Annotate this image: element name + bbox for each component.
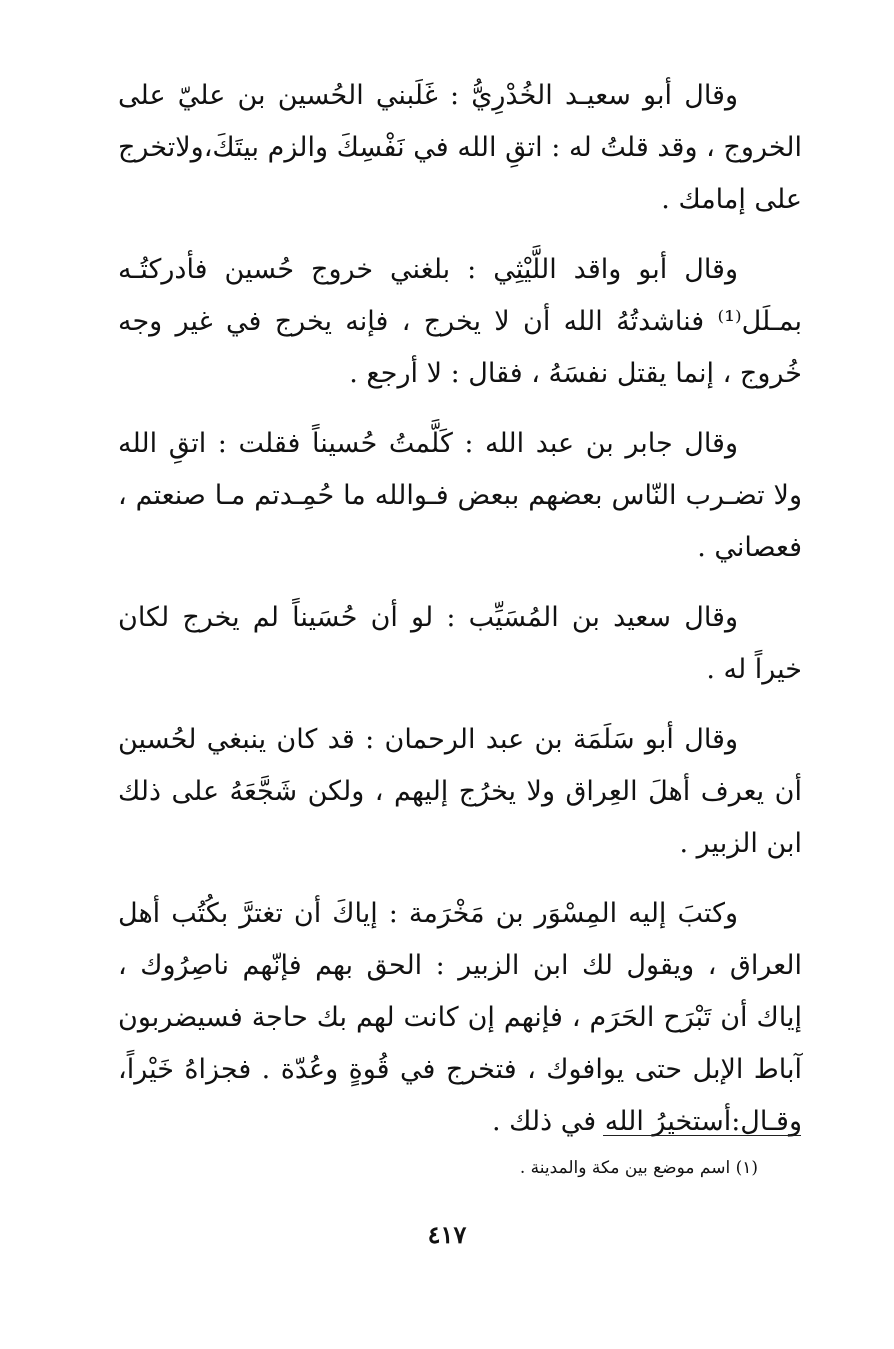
footnote-divider [603,1135,801,1136]
footnote: (١) اسم موضع بين مكة والمدينة . [519,1158,758,1178]
main-text [118,70,802,1166]
paragraph-abu-said: وقال أبو سعيـد الخُدْرِيُّ : غَلَبني الحُسين بن عليّ على الخروج ، وقد قلتُ له : اتقِ الله في نَفْسِكَ والزم بيتَكَ،ولاتخرج على إمامك . [118,80,802,215]
paragraph-miswar: وكتبَ إليه المِسْوَر بن مَخْرَمة : إياكَ أن تغترَّ بكُتُب أهل العراق ، ويقول لك ابن الزبير : الحق بهم فإنّهم ناصِرُوك ، إياك أن تَبْرَح الحَرَم ، فإنهم إن كانت لهم بك حاجة فسيضربون آباط الإبل حتى يوافوك ، فتخرج في قُوةٍ وعُدّة . فجزاهُ خَيْراً، وقـال:أستخيرُ الله في ذلك . [118,898,802,1137]
paragraph-abu-salama: وقال أبو سَلَمَة بن عبد الرحمان : قد كان ينبغي لحُسين أن يعرف أهلَ العِراق ولا يخرُج إليهم ، ولكن شَجَّعَهُ على ذلك ابن الزبير . [118,724,802,859]
paragraph-jabir: وقال جابر بن عبد الله : كَلَّمتُ حُسيناً فقلت : اتقِ الله ولا تضـرب النّاس بعضهم ببعض فـوالله ما حُمِـدتم مـا صنعتم ، فعصاني . [118,428,802,563]
paragraph-abu-waqid: وقال أبو واقد اللَّيْثِي : بلغني خروج حُسين فأدركتُـه بمـلَل⁽¹⁾ فناشدتُهُ الله أن لا يخرج ، فإنه يخرج في غير وجه خُروج ، إنما يقتل نفسَهُ ، فقال : لا أرجع . [118,254,802,389]
paragraph-said-musayyib: وقال سعيد بن المُسَيِّب : لو أن حُسَيناً لم يخرج لكان خيراً له . [118,602,802,685]
page-number: ٤١٧ [427,1220,467,1249]
